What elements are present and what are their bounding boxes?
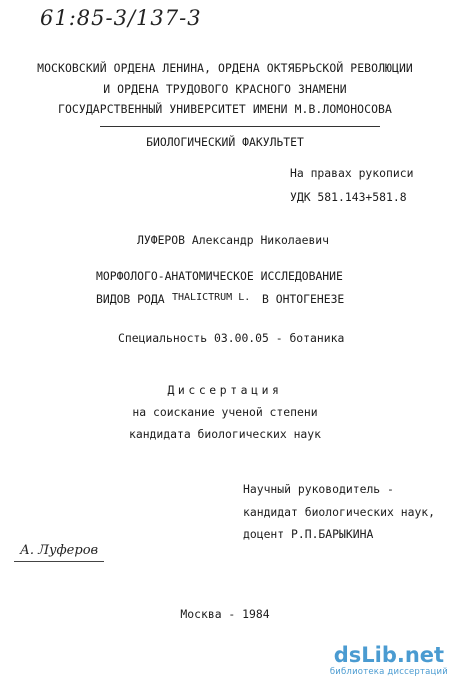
watermark-logo-tld: .net — [396, 643, 445, 667]
degree-line-2: кандидата биологических наук — [128, 427, 322, 441]
faculty-divider — [100, 126, 380, 127]
watermark-logo — [330, 644, 448, 666]
supervisor-line-1: Научный руководитель - — [243, 482, 394, 496]
thesis-title-genus: THALICTRUM L. — [172, 292, 251, 303]
supervisor-line-2: кандидат биологических наук, — [243, 505, 436, 519]
archive-code-handwritten: 61:85-3/137-3 — [40, 6, 202, 30]
faculty-name: БИОЛОГИЧЕСКИЙ ФАКУЛЬТЕТ — [146, 135, 304, 149]
thesis-title-line-2-suffix: В ОНТОГЕНЕЗЕ — [262, 292, 345, 306]
place-and-year: Москва - 1984 — [180, 607, 270, 621]
watermark-subtitle: библиотека диссертаций — [329, 667, 448, 677]
author-signature: А. Луферов — [14, 541, 104, 562]
thesis-title-line-2-prefix: ВИДОВ РОДА — [96, 292, 165, 306]
manuscript-note: На правах рукописи — [290, 166, 414, 180]
dslib-watermark[interactable] — [330, 644, 448, 677]
institution-line-2: И ОРДЕНА ТРУДОВОГО КРАСНОГО ЗНАМЕНИ — [103, 82, 347, 96]
specialty: Специальность 03.00.05 - ботаника — [118, 331, 345, 345]
degree-line-1: на соискание ученой степени — [132, 405, 318, 419]
institution-line-3: ГОСУДАРСТВЕННЫЙ УНИВЕРСИТЕТ ИМЕНИ М.В.ЛОМОНОСОВА — [58, 102, 392, 116]
watermark-logo-main: dsLib — [333, 643, 397, 667]
udk-code: УДК 581.143+581.8 — [290, 190, 407, 204]
author-name: ЛУФЕРОВ Александр Николаевич — [137, 233, 330, 247]
supervisor-line-3: доцент Р.П.БАРЫКИНА — [243, 527, 374, 541]
institution-line-1: МОСКОВСКИЙ ОРДЕНА ЛЕНИНА, ОРДЕНА ОКТЯБРЬСКОЙ РЕВОЛЮЦИИ — [37, 61, 413, 75]
dissertation-heading: Диссертация — [167, 383, 283, 397]
thesis-title-line-1: МОРФОЛОГО-АНАТОМИЧЕСКОЕ ИССЛЕДОВАНИЕ — [96, 269, 343, 283]
